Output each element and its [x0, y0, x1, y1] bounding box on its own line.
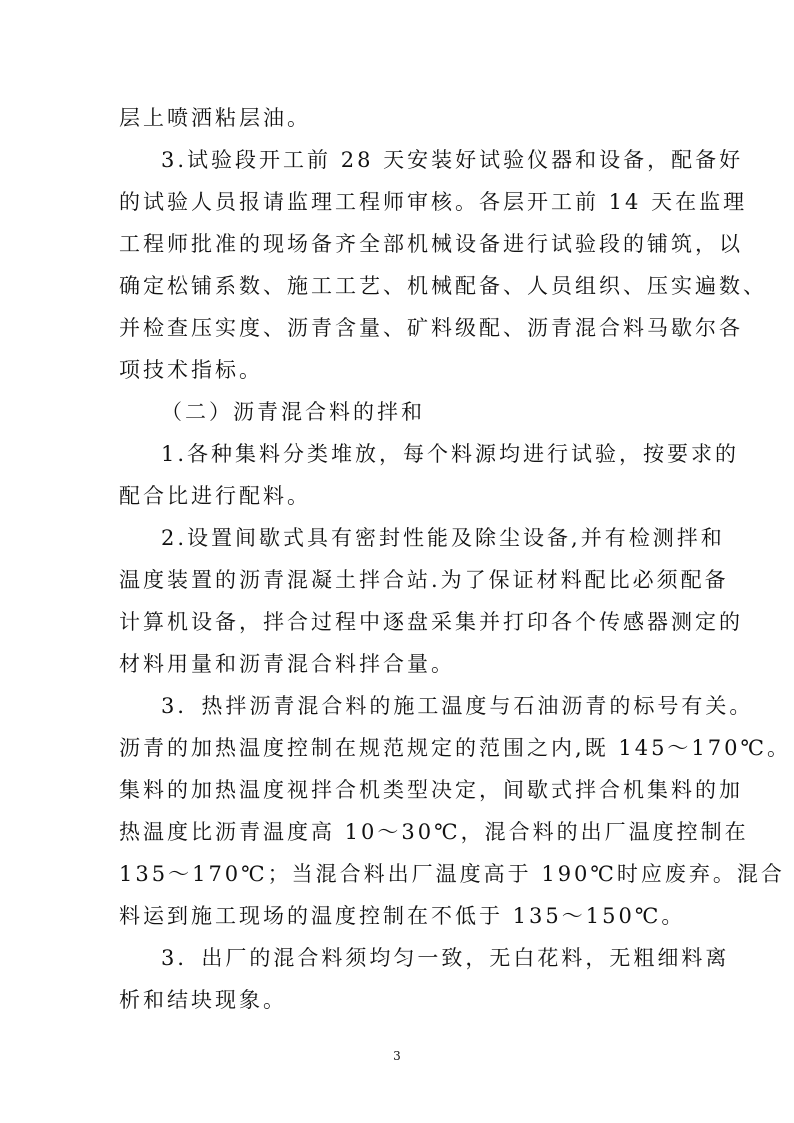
text-line: 层上喷洒粘层油。: [119, 106, 311, 130]
text-line: 料运到施工现场的温度控制在不低于 135～150℃。: [119, 904, 686, 928]
section-heading: （二）沥青混合料的拌和: [161, 400, 425, 424]
text-line: 析和结块现象。: [119, 988, 287, 1012]
text-line: 的试验人员报请监理工程师审核。各层开工前 14 天在监理: [119, 190, 748, 214]
text-line: 并检查压实度、沥青含量、矿料级配、沥青混合料马歇尔各: [119, 316, 743, 340]
text-line: 集料的加热温度视拌合机类型决定，间歇式拌合机集料的加: [119, 778, 743, 802]
text-line: 2.设置间歇式具有密封性能及除尘设备,并有检测拌和: [161, 526, 725, 550]
text-line: 3．热拌沥青混合料的施工温度与石油沥青的标号有关。: [161, 694, 754, 718]
text-line: 计算机设备，拌合过程中逐盘采集并打印各个传感器测定的: [119, 610, 743, 634]
text-line: 工程师批准的现场备齐全部机械设备进行试验段的铺筑，以: [119, 232, 743, 256]
text-line: 3.试验段开工前 28 天安装好试验仪器和设备，配备好: [161, 148, 744, 172]
text-line: 3．出厂的混合料须均匀一致，无白花料，无粗细料离: [161, 946, 730, 970]
text-line: 沥青的加热温度控制在规范规定的范围之内,既 145～170℃。: [119, 736, 792, 760]
text-line: 135～170℃；当混合料出厂温度高于 190℃时应废弃。混合: [119, 862, 785, 886]
page-number: 3: [393, 1049, 401, 1063]
text-line: 配合比进行配料。: [119, 484, 311, 508]
text-line: 热温度比沥青温度高 10～30℃，混合料的出厂温度控制在: [119, 820, 749, 844]
text-line: 材料用量和沥青混合料拌合量。: [119, 652, 455, 676]
text-line: 确定松铺系数、施工工艺、机械配备、人员组织、压实遍数、: [119, 274, 767, 298]
text-line: 温度装置的沥青混凝土拌合站.为了保证材料配比必须配备: [119, 568, 729, 592]
text-line: 1.各种集料分类堆放，每个料源均进行试验，按要求的: [161, 442, 740, 466]
text-line: 项技术指标。: [119, 358, 263, 382]
